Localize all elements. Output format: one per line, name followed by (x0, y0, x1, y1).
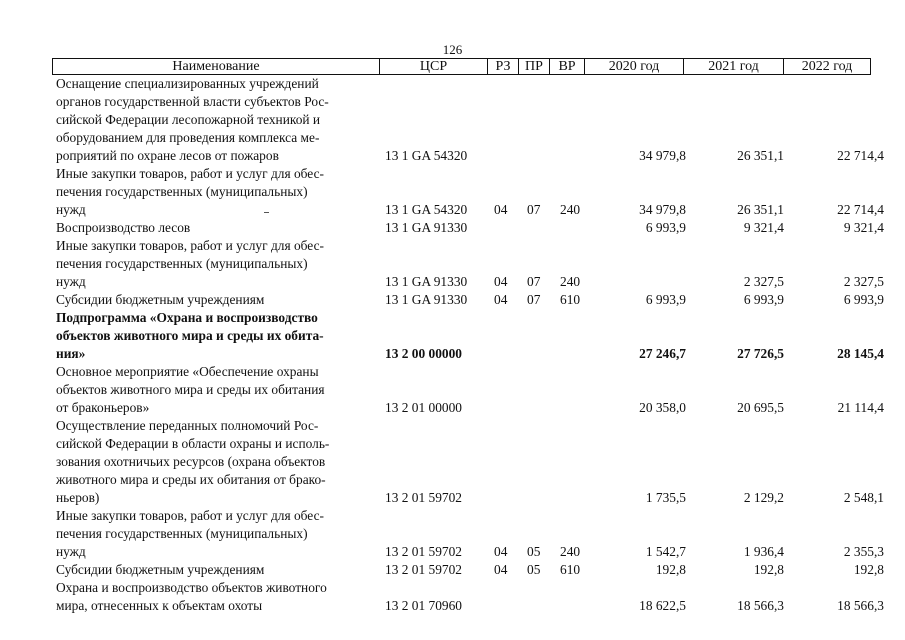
row-2021: 192,8 (753, 562, 784, 577)
row-2021: 20 695,5 (737, 400, 784, 415)
row-name-line: сийской Федерации лесопожарной техникой и (56, 112, 321, 127)
row-name-line: оборудованием для проведения комплекса ме- (56, 130, 320, 145)
row-name-line: объектов животного мира и среды их обитания (56, 382, 325, 397)
row-2021: 2 327,5 (743, 274, 784, 289)
row-2020: 6 993,9 (645, 292, 686, 307)
row-vr: 240 (560, 544, 581, 559)
row-2022: 192,8 (853, 562, 884, 577)
row-vr: 610 (560, 562, 581, 577)
row-2021: 2 129,2 (743, 490, 784, 505)
row-pr: 05 (527, 544, 541, 559)
row-2022: 9 321,4 (843, 220, 884, 235)
row-vr: 240 (560, 202, 581, 217)
row-2021: 26 351,1 (737, 202, 784, 217)
row-vr: 240 (560, 274, 581, 289)
table-row (0, 579, 905, 615)
row-name-line: мира, отнесенных к объектам охоты (56, 598, 263, 613)
row-name-line: нужд (56, 274, 86, 289)
row-csr: 13 2 01 70960 (385, 598, 462, 613)
row-name-line: Субсидии бюджетным учреждениям (56, 292, 265, 307)
row-name (56, 561, 376, 579)
row-name (56, 219, 376, 237)
row-name-line: Оснащение специализированных учреждений (56, 76, 319, 91)
row-name-line: ньеров) (56, 490, 100, 505)
row-name-line: нужд (56, 202, 86, 217)
row-name-line: Воспроизводство лесов (56, 220, 191, 235)
row-name-line: Иные закупки товаров, работ и услуг для обес- (56, 166, 324, 181)
row-csr: 13 1 GA 91330 (385, 274, 468, 289)
row-2021: 6 993,9 (743, 292, 784, 307)
table-row (0, 417, 905, 507)
table-row (0, 309, 905, 363)
row-2021: 9 321,4 (743, 220, 784, 235)
table-row (0, 237, 905, 291)
table-row (0, 165, 905, 219)
row-2022: 6 993,9 (843, 292, 884, 307)
row-rz: 04 (494, 292, 508, 307)
row-csr: 13 1 GA 91330 (385, 220, 468, 235)
table-row (0, 507, 905, 561)
row-name-line: животного мира и среды их обитания от брако- (56, 472, 326, 487)
row-name-line: зования охотничьих ресурсов (охрана объектов (56, 454, 326, 469)
row-pr: 07 (527, 274, 541, 289)
header-csr: ЦСР (380, 59, 488, 74)
row-name (56, 579, 376, 615)
row-2020: 6 993,9 (645, 220, 686, 235)
row-name-line: Основное мероприятие «Обеспечение охраны (56, 364, 319, 379)
row-name-line: Осуществление переданных полномочий Рос- (56, 418, 319, 433)
row-name-line: Иные закупки товаров, работ и услуг для обес- (56, 238, 324, 253)
row-2021: 18 566,3 (737, 598, 784, 613)
row-csr: 13 2 01 59702 (385, 490, 462, 505)
row-name-line: печения государственных (муниципальных) (56, 526, 308, 541)
row-csr: 13 2 01 59702 (385, 562, 462, 577)
row-2022: 28 145,4 (837, 346, 884, 361)
row-2021: 27 726,5 (737, 346, 784, 361)
row-csr: 13 2 01 00000 (385, 400, 462, 415)
table-row (0, 291, 905, 309)
header-2022: 2022 год (801, 59, 853, 74)
row-csr: 13 1 GA 91330 (385, 292, 468, 307)
row-name-line: Иные закупки товаров, работ и услуг для обес- (56, 508, 324, 523)
row-2022: 18 566,3 (837, 598, 884, 613)
row-name-line: объектов животного мира и среды их обита- (56, 328, 324, 343)
row-name-line: роприятий по охране лесов от пожаров (56, 148, 279, 163)
row-2020: 27 246,7 (639, 346, 686, 361)
stray-mark (264, 212, 269, 213)
table-header (52, 58, 871, 75)
row-2022: 2 327,5 (843, 274, 884, 289)
row-rz: 04 (494, 274, 508, 289)
row-name (56, 417, 376, 507)
row-csr: 13 2 00 00000 (385, 346, 462, 361)
row-2020: 18 622,5 (639, 598, 686, 613)
row-name (56, 237, 376, 291)
row-vr: 610 (560, 292, 581, 307)
row-name-line: нужд (56, 544, 86, 559)
header-name: Наименование (53, 59, 380, 74)
row-2020: 34 979,8 (639, 202, 686, 217)
row-name-line: сийской Федерации в области охраны и исполь- (56, 436, 330, 451)
row-name-line: Охрана и воспроизводство объектов животного (56, 580, 327, 595)
row-name (56, 291, 376, 309)
row-2022: 2 355,3 (843, 544, 884, 559)
row-rz: 04 (494, 544, 508, 559)
header-2021: 2021 год (684, 59, 784, 74)
row-2022: 21 114,4 (837, 400, 884, 415)
row-2020: 192,8 (655, 562, 686, 577)
row-2020: 1 542,7 (645, 544, 686, 559)
row-csr: 13 2 01 59702 (385, 544, 462, 559)
row-name-line: Субсидии бюджетным учреждениям (56, 562, 265, 577)
row-name (56, 363, 376, 417)
row-pr: 05 (527, 562, 541, 577)
row-2020: 34 979,8 (639, 148, 686, 163)
row-2021: 1 936,4 (743, 544, 784, 559)
row-name (56, 507, 376, 561)
row-name-line: от браконьеров» (56, 400, 150, 415)
row-name-line: ния» (56, 346, 86, 361)
row-csr: 13 1 GA 54320 (385, 202, 468, 217)
row-pr: 07 (527, 202, 541, 217)
row-name (56, 309, 376, 363)
row-name (56, 75, 376, 165)
table-row (0, 561, 905, 579)
row-2020: 20 358,0 (639, 400, 686, 415)
header-rz: РЗ (488, 59, 519, 74)
row-2021: 26 351,1 (737, 148, 784, 163)
row-2022: 22 714,4 (837, 148, 884, 163)
page-number: 126 (442, 42, 463, 57)
table-row (0, 219, 905, 237)
table-row (0, 363, 905, 417)
row-name-line: печения государственных (муниципальных) (56, 256, 308, 271)
row-name (56, 165, 376, 219)
row-name-line: печения государственных (муниципальных) (56, 184, 308, 199)
header-vr: ВР (550, 59, 585, 74)
row-2022: 22 714,4 (837, 202, 884, 217)
row-name-line: органов государственной власти субъектов Рос- (56, 94, 329, 109)
row-pr: 07 (527, 292, 541, 307)
row-rz: 04 (494, 562, 508, 577)
row-name-line: Подпрограмма «Охрана и воспроизводство (56, 310, 318, 325)
row-2022: 2 548,1 (843, 490, 884, 505)
row-csr: 13 1 GA 54320 (385, 148, 468, 163)
table-row (0, 75, 905, 165)
row-rz: 04 (494, 202, 508, 217)
header-pr: ПР (519, 59, 550, 74)
row-2020: 1 735,5 (645, 490, 686, 505)
header-2020: 2020 год (585, 59, 684, 74)
